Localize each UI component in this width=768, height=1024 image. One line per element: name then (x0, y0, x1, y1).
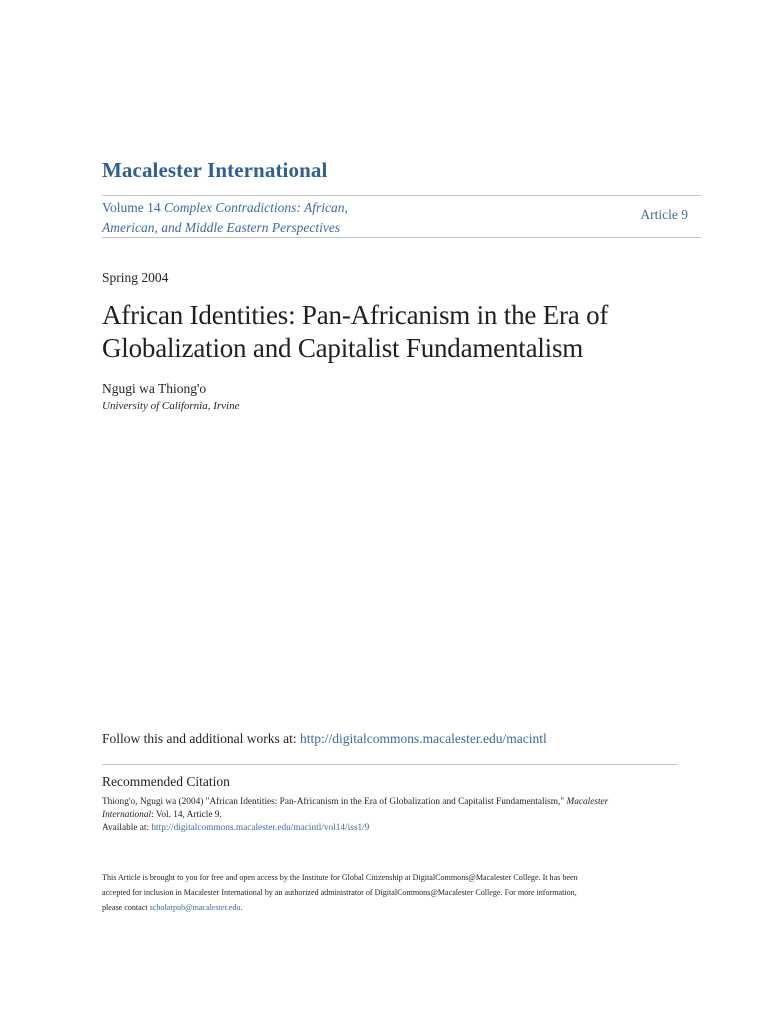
citation-body (102, 796, 672, 835)
access-note-line3-prefix: please contact (102, 903, 150, 912)
citation-journal-part2: International (102, 810, 152, 820)
article-number-link[interactable]: Article 9 (640, 207, 688, 222)
repository-link[interactable]: http://digitalcommons.macalester.edu/macintl (300, 731, 547, 746)
citation-heading: Recommended Citation (102, 774, 230, 789)
available-label: Available at: (102, 823, 152, 833)
volume-number: Volume 14 (102, 200, 161, 215)
volume-issue-link[interactable] (102, 198, 402, 237)
journal-title[interactable]: Macalester International (102, 158, 328, 182)
article-title-line1: African Identities: Pan-Africanism in the Era of (102, 300, 609, 330)
access-note-line1: This Article is brought to you for free and open access by the Institute for Global Citizenship at DigitalCommons@Macalester College. It has been (102, 873, 578, 882)
article-permalink[interactable]: http://digitalcommons.macalester.edu/macintl/vol14/iss1/9 (151, 823, 370, 833)
citation-volume: : Vol. 14, Article 9. (151, 810, 222, 820)
citation-text: Thiong'o, Ngugi wa (2004) "African Identities: Pan-Africanism in the Era of Globalization and Capitalist Fundamentalism," (102, 797, 567, 807)
author-name: Ngugi wa Thiong'o (102, 381, 207, 396)
issue-title-line2: American, and Middle Eastern Perspectives (102, 219, 341, 235)
access-note-line3-suffix: . (240, 903, 243, 912)
issue-title-line1: Complex Contradictions: African, (164, 200, 348, 215)
follow-line (102, 731, 547, 747)
divider-middle (102, 237, 701, 238)
follow-label: Follow this and additional works at: (102, 731, 300, 746)
issue-date: Spring 2004 (102, 270, 169, 285)
author-affiliation: University of California, Irvine (102, 400, 240, 412)
citation-journal-part1: Macalester (566, 797, 609, 807)
divider-top (102, 195, 701, 196)
contact-email-link[interactable]: scholarpub@macalester.edu (149, 903, 241, 912)
access-note (102, 870, 662, 915)
access-note-line2: accepted for inclusion in Macalester International by an authorized administrator of DigitalCommons@Macalester College. For more information, (102, 888, 577, 897)
article-title-line2: Globalization and Capitalist Fundamentalism (102, 333, 584, 363)
divider-citation (102, 764, 678, 765)
article-title (102, 299, 662, 365)
